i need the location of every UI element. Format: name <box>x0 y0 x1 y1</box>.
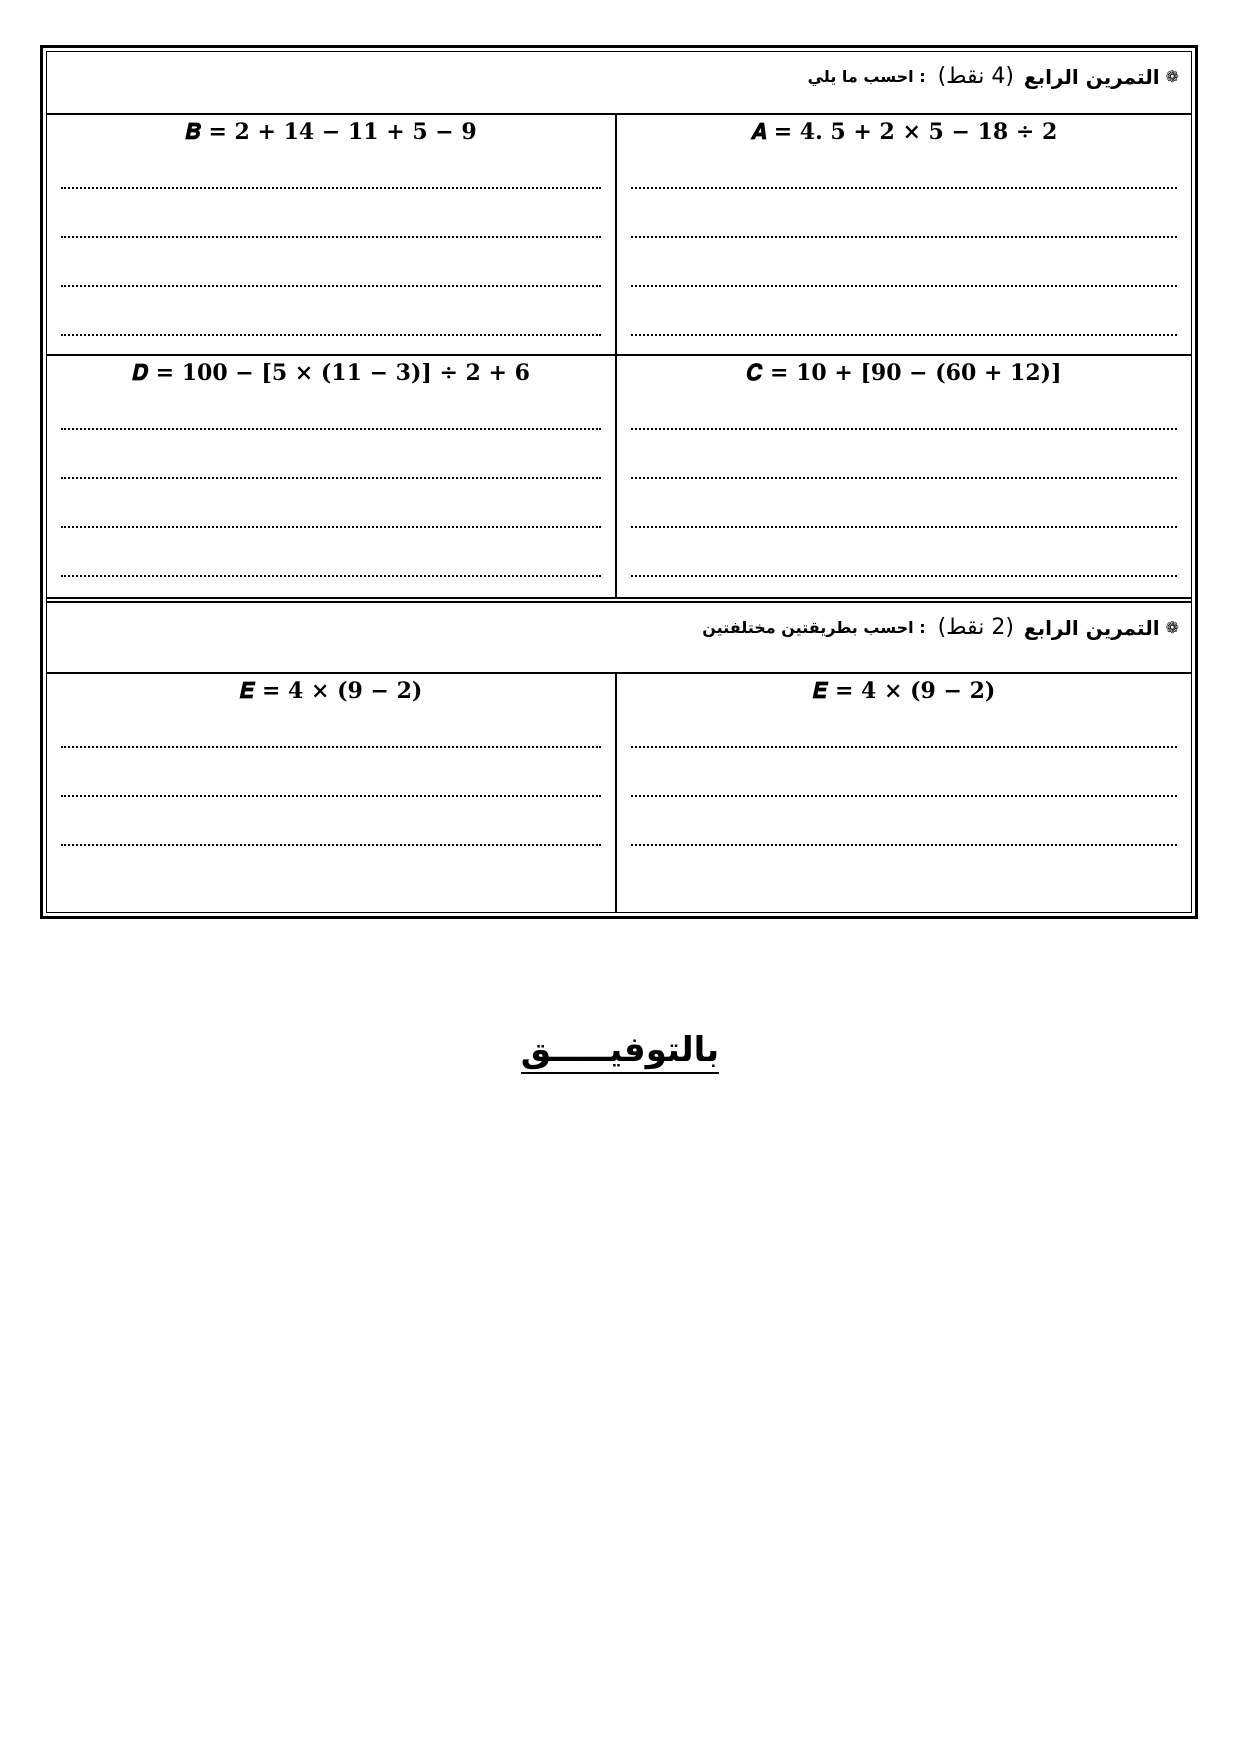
expression-a: 𝑨 = 4. 5 + 2 × 5 − 18 ÷ 2 <box>750 119 1058 145</box>
answer-line[interactable] <box>61 443 601 479</box>
answer-line[interactable] <box>61 712 601 748</box>
answer-line[interactable] <box>631 300 1177 336</box>
answer-line[interactable] <box>61 761 601 797</box>
closing-text: بالتوفيـــــق <box>521 1030 719 1074</box>
answer-lines[interactable] <box>61 394 601 577</box>
answer-line[interactable] <box>631 443 1177 479</box>
expression-d: 𝑫 = 100 − [5 × (11 − 3)] ÷ 2 + 6 <box>132 360 530 386</box>
answer-lines[interactable] <box>61 153 601 336</box>
flower-icon: ❁ <box>1165 617 1179 637</box>
exercise-2-points: (2 نقط) <box>937 615 1014 640</box>
expression-e: 𝑬 = 4 × (9 − 2) <box>239 678 423 704</box>
cell-c <box>617 356 1191 597</box>
answer-line[interactable] <box>631 153 1177 189</box>
answer-lines[interactable] <box>631 394 1177 577</box>
answer-line[interactable] <box>61 202 601 238</box>
answer-line[interactable] <box>631 810 1177 846</box>
exercise-1-points: (4 نقط) <box>937 64 1014 89</box>
exercise-2-title: التمرين الرابع <box>1023 615 1160 640</box>
cell-e-method-1 <box>617 674 1191 912</box>
exercise-1-instruction: : احسب ما يلي <box>807 67 926 86</box>
answer-line[interactable] <box>61 153 601 189</box>
cell-b <box>47 115 617 356</box>
expression-e: 𝑬 = 4 × (9 − 2) <box>812 678 996 704</box>
flower-icon: ❁ <box>1165 66 1179 86</box>
answer-line[interactable] <box>631 394 1177 430</box>
expression-b: 𝑩 = 2 + 14 − 11 + 5 − 9 <box>185 119 477 145</box>
answer-line[interactable] <box>61 251 601 287</box>
cell-e-method-2 <box>47 674 617 912</box>
answer-line[interactable] <box>631 251 1177 287</box>
answer-line[interactable] <box>61 300 601 336</box>
answer-line[interactable] <box>631 541 1177 577</box>
exercise-2-instruction: : احسب بطريقتين مختلفتين <box>702 618 926 637</box>
worksheet-inner-frame <box>46 51 1192 913</box>
exercise-2-header <box>47 603 1191 674</box>
exercise-1-header <box>47 52 1191 115</box>
answer-line[interactable] <box>61 541 601 577</box>
answer-line[interactable] <box>631 202 1177 238</box>
closing-wish <box>0 1030 1240 1070</box>
worksheet-frame <box>40 45 1198 919</box>
exercise-1-grid <box>47 115 1191 597</box>
answer-lines[interactable] <box>631 712 1177 846</box>
answer-line[interactable] <box>631 712 1177 748</box>
expression-c: 𝑪 = 10 + [90 − (60 + 12)] <box>746 360 1062 386</box>
answer-line[interactable] <box>631 492 1177 528</box>
answer-line[interactable] <box>61 394 601 430</box>
answer-lines[interactable] <box>631 153 1177 336</box>
cell-d <box>47 356 617 597</box>
answer-line[interactable] <box>631 761 1177 797</box>
cell-a <box>617 115 1191 356</box>
exercise-2-grid <box>47 674 1191 912</box>
answer-lines[interactable] <box>61 712 601 846</box>
answer-line[interactable] <box>61 492 601 528</box>
answer-line[interactable] <box>61 810 601 846</box>
exercise-1-title: التمرين الرابع <box>1023 64 1160 89</box>
